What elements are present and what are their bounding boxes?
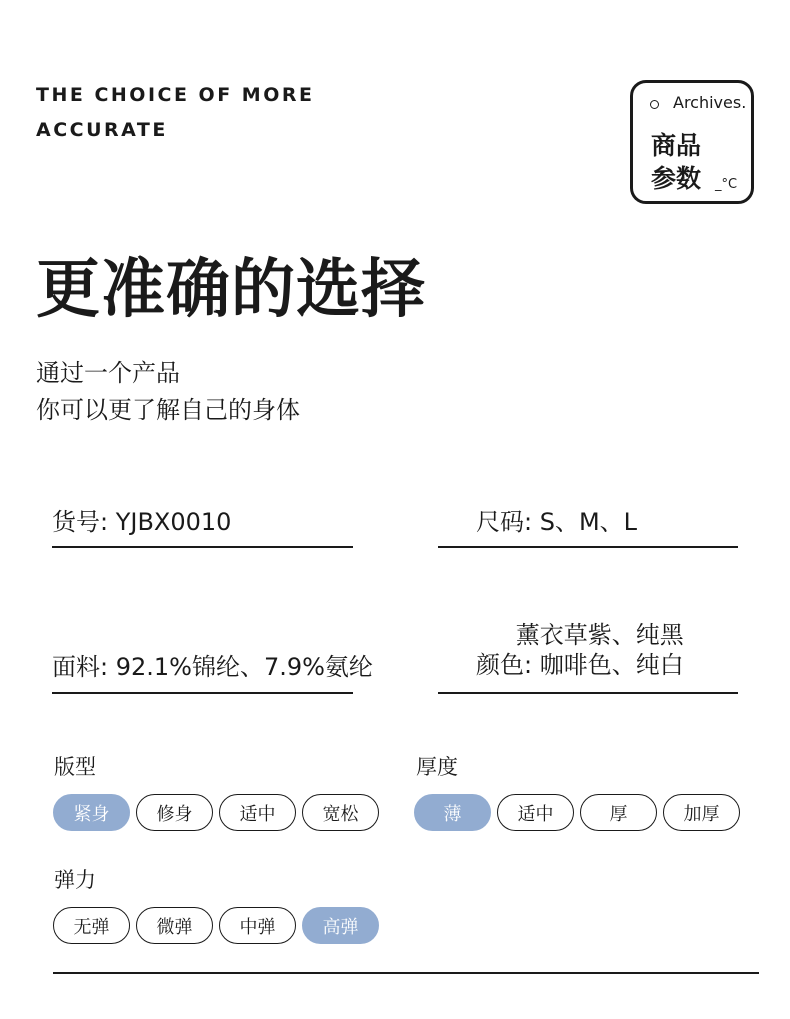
fit-options bbox=[53, 794, 379, 831]
spec-color bbox=[476, 620, 684, 680]
tagline bbox=[36, 78, 314, 148]
elasticity-label: 弹力 bbox=[54, 868, 96, 892]
fit-option-tight[interactable]: 紧身 bbox=[53, 794, 130, 831]
thickness-option-medium[interactable]: 适中 bbox=[497, 794, 574, 831]
subtitle bbox=[36, 355, 300, 429]
thickness-option-extra-thick[interactable]: 加厚 bbox=[663, 794, 740, 831]
archive-title bbox=[651, 129, 701, 195]
spec-color-line-2: 颜色: 咖啡色、纯白 bbox=[476, 651, 684, 679]
fit-option-loose[interactable]: 宽松 bbox=[302, 794, 379, 831]
fit-option-regular[interactable]: 适中 bbox=[219, 794, 296, 831]
thickness-label: 厚度 bbox=[416, 755, 458, 779]
elasticity-option-slight[interactable]: 微弹 bbox=[136, 907, 213, 944]
spec-fabric: 面料: 92.1%锦纶、7.9%氨纶 bbox=[52, 653, 373, 681]
divider bbox=[52, 692, 353, 694]
elasticity-option-medium[interactable]: 中弹 bbox=[219, 907, 296, 944]
thickness-option-thick[interactable]: 厚 bbox=[580, 794, 657, 831]
thickness-option-thin[interactable]: 薄 bbox=[414, 794, 491, 831]
fit-label: 版型 bbox=[54, 755, 96, 779]
fit-option-slim[interactable]: 修身 bbox=[136, 794, 213, 831]
archive-title-line-2: 参数 bbox=[651, 164, 702, 193]
archive-label: Archives. bbox=[673, 93, 747, 112]
spec-item-number: 货号: YJBX0010 bbox=[52, 508, 232, 536]
spec-size: 尺码: S、M、L bbox=[476, 508, 638, 536]
elasticity-options bbox=[53, 907, 379, 944]
bottom-divider bbox=[53, 972, 759, 974]
archive-title-line-1: 商品 bbox=[651, 131, 702, 160]
thickness-options bbox=[414, 794, 740, 831]
page-title: 更准确的选择 bbox=[36, 253, 426, 327]
divider bbox=[52, 546, 353, 548]
tagline-line-1: THE CHOICE OF MORE bbox=[36, 84, 315, 106]
tagline-line-2: ACCURATE bbox=[36, 119, 168, 141]
spec-color-line-1: 薰衣草紫、纯黑 bbox=[515, 621, 684, 649]
divider bbox=[438, 692, 738, 694]
circle-icon bbox=[650, 100, 659, 109]
subtitle-line-2: 你可以更了解自己的身体 bbox=[36, 396, 300, 424]
archive-badge bbox=[630, 80, 754, 204]
divider bbox=[438, 546, 738, 548]
subtitle-line-1: 通过一个产品 bbox=[36, 359, 180, 387]
elasticity-option-none[interactable]: 无弹 bbox=[53, 907, 130, 944]
elasticity-option-high[interactable]: 高弹 bbox=[302, 907, 379, 944]
archive-unit: _°C bbox=[715, 177, 738, 192]
